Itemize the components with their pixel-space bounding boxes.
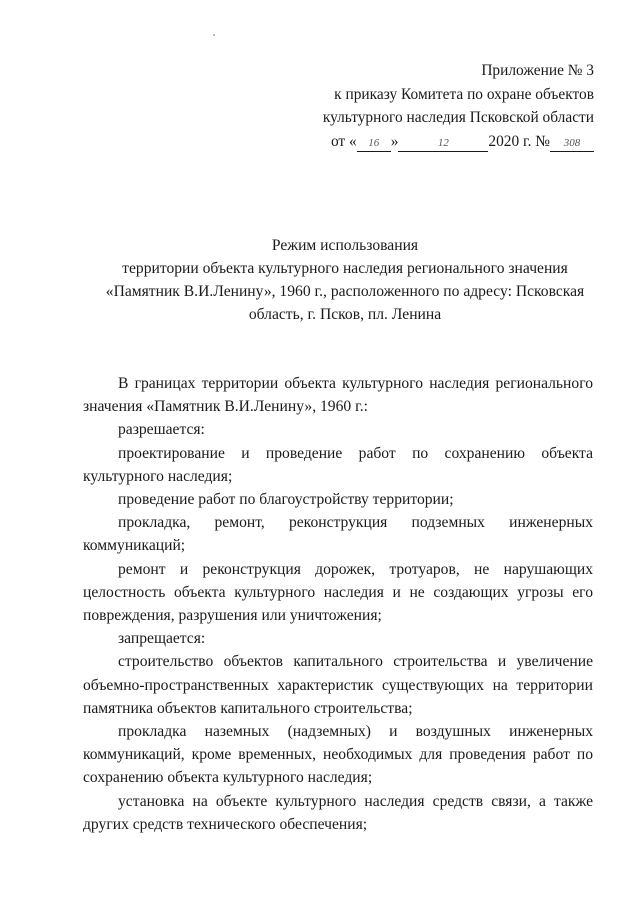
document-title <box>60 234 630 326</box>
allowed-item: проведение работ по благоустройству территории; <box>118 491 454 509</box>
date-day-field: 16 <box>357 136 391 152</box>
document-body <box>83 372 593 836</box>
date-month-field: 12 <box>398 136 488 152</box>
allowed-item: ремонт и реконструкция дорожек, тротуаров, не нарушающих целостность объекта культурного наследия и не создающих угрозы его повреждения, разрушения или уничтожения; <box>83 560 593 625</box>
title-line-4: область, г. Псков, пл. Ленина <box>248 306 442 323</box>
date-prefix: от « <box>330 132 357 150</box>
allowed-item: проектирование и проведение работ по сохранению объекта культурного наследия; <box>83 444 593 485</box>
scan-speck <box>213 34 215 36</box>
appendix-header <box>323 59 594 153</box>
appendix-order-ref: к приказу Комитета по охране объектов <box>334 85 594 103</box>
date-suffix: 2020 г. № <box>488 132 550 150</box>
appendix-committee: культурного наследия Псковской области <box>322 109 594 126</box>
forbidden-item: строительство объектов капитального строительства и увеличение объемно-пространственных характеристик существующих на территории памятника объектов капитального строительства; <box>83 653 593 717</box>
appendix-number: Приложение № 3 <box>481 62 594 79</box>
title-line-1: Режим использования <box>271 237 419 254</box>
order-number-field: 308 <box>550 136 594 152</box>
title-line-3: «Памятник В.И.Ленину», 1960 г., расположенного по адресу: Псковская <box>105 283 585 300</box>
forbidden-label: запрещается: <box>118 630 206 648</box>
allowed-item: прокладка, ремонт, реконструкция подземных инженерных коммуникаций; <box>83 514 593 555</box>
date-mid: » <box>390 132 399 150</box>
intro-paragraph: В границах территории объекта культурного наследия регионального значения «Памятник В.И.Ленину», 1960 г.: <box>83 375 593 416</box>
allowed-label: разрешается: <box>118 421 205 439</box>
forbidden-item: установка на объекте культурного наследия средств связи, а также других средств технического обеспечения; <box>83 792 593 833</box>
title-line-2: территории объекта культурного наследия регионального значения <box>122 260 568 277</box>
forbidden-item: прокладка наземных (надземных) и воздушных инженерных коммуникаций, кроме временных, необходимых для проведения работ по сохранению объекта культурного наследия; <box>83 723 593 787</box>
appendix-date-line <box>323 130 594 154</box>
